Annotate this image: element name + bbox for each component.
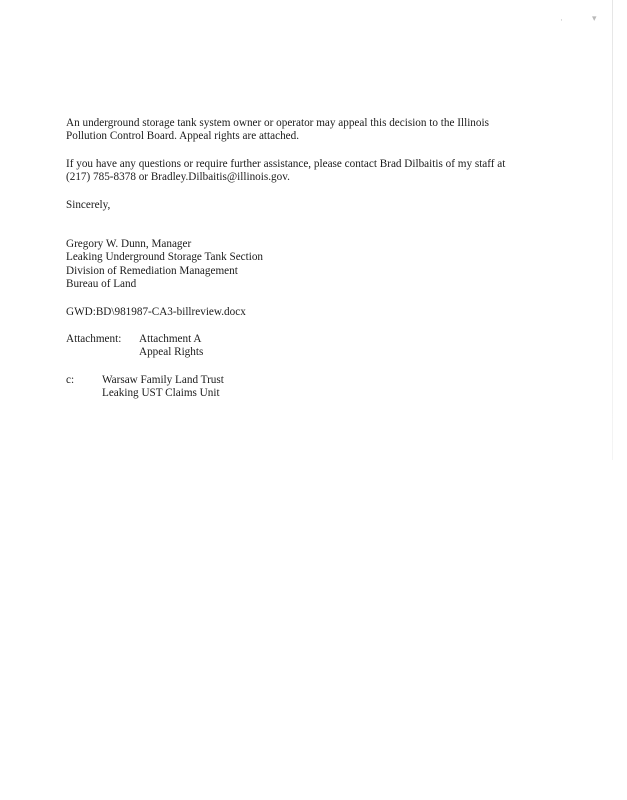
signature-division: Division of Remediation Management <box>66 264 238 277</box>
attachment-item: Attachment A <box>139 333 202 346</box>
attachment-item: Appeal Rights <box>139 346 204 359</box>
contact-line-2: (217) 785-8378 or Bradley.Dilbaitis@illinois.gov. <box>66 171 290 184</box>
signature-block <box>66 238 566 292</box>
letter-body <box>66 117 566 401</box>
cc-list <box>66 374 566 401</box>
appeal-line-2: Pollution Control Board. Appeal rights are attached. <box>66 130 300 143</box>
contact-line-1: If you have any questions or require further assistance, please contact Brad Dilbaitis of my staff at <box>66 157 506 170</box>
attachment-list <box>66 333 566 360</box>
scan-speck: ▾ <box>592 13 597 23</box>
attachment-label: Attachment: <box>66 333 122 346</box>
signature-name: Gregory W. Dunn, Manager <box>66 238 192 251</box>
cc-item: Warsaw Family Land Trust <box>102 373 224 386</box>
closing: Sincerely, <box>66 198 111 211</box>
appeal-line-1: An underground storage tank system owner or operator may appeal this decision to the Illinois <box>66 117 489 129</box>
appeal-paragraph <box>66 117 566 144</box>
contact-paragraph <box>66 158 566 185</box>
cc-label: c: <box>66 373 75 386</box>
scan-edge <box>612 0 613 460</box>
signature-bureau: Bureau of Land <box>66 278 137 291</box>
reference-line: GWD:BD\981987-CA3-billreview.docx <box>66 305 246 318</box>
signature-section: Leaking Underground Storage Tank Section <box>66 251 264 264</box>
cc-item: Leaking UST Claims Unit <box>102 387 220 400</box>
scan-speck: · <box>560 15 563 25</box>
